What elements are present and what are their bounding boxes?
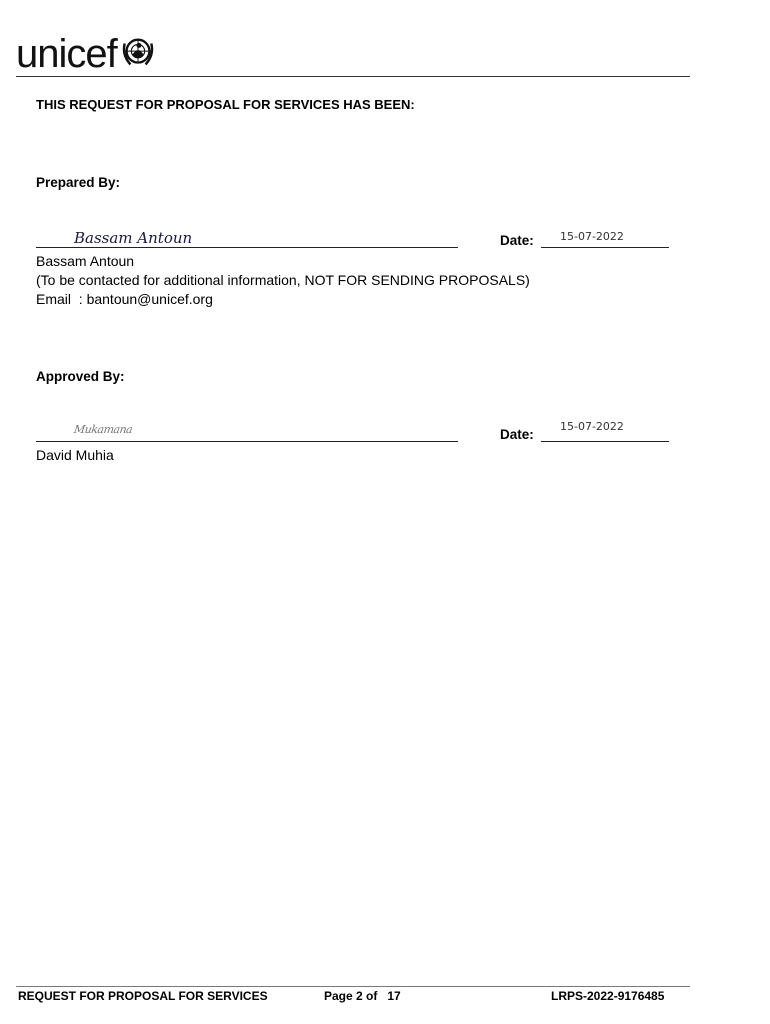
footer-page-number: Page 2 of 17: [324, 989, 401, 1003]
logo-wordmark: unicef: [16, 32, 117, 76]
approved-signature: Mukamana: [73, 423, 134, 436]
unicef-logo: [16, 28, 157, 74]
prepared-email: Email : bantoun@unicef.org: [36, 291, 213, 307]
approved-date-value: 15-07-2022: [560, 420, 624, 433]
un-emblem-icon: [119, 34, 157, 72]
header-divider: [16, 76, 690, 77]
prepared-by-label: Prepared By:: [36, 175, 121, 190]
footer-reference: LRPS-2022-9176485: [551, 989, 665, 1003]
prepared-date-value: 15-07-2022: [560, 230, 624, 243]
prepared-signature: Bassam Antoun: [74, 229, 193, 247]
approved-date-label: Date:: [500, 427, 534, 442]
footer-divider: [16, 986, 690, 987]
prepared-signature-line: [36, 247, 458, 248]
approved-signature-line: [36, 441, 458, 442]
prepared-date-label: Date:: [500, 233, 534, 248]
prepared-note: (To be contacted for additional information, NOT FOR SENDING PROPOSALS): [36, 272, 530, 288]
approved-date-line: [541, 441, 669, 442]
prepared-name: Bassam Antoun: [36, 253, 135, 269]
document-heading: THIS REQUEST FOR PROPOSAL FOR SERVICES HAS BEEN:: [36, 97, 415, 112]
approved-name: David Muhia: [36, 447, 114, 463]
footer-document-title: REQUEST FOR PROPOSAL FOR SERVICES: [18, 989, 268, 1003]
prepared-date-line: [541, 247, 669, 248]
approved-by-label: Approved By:: [36, 369, 125, 384]
